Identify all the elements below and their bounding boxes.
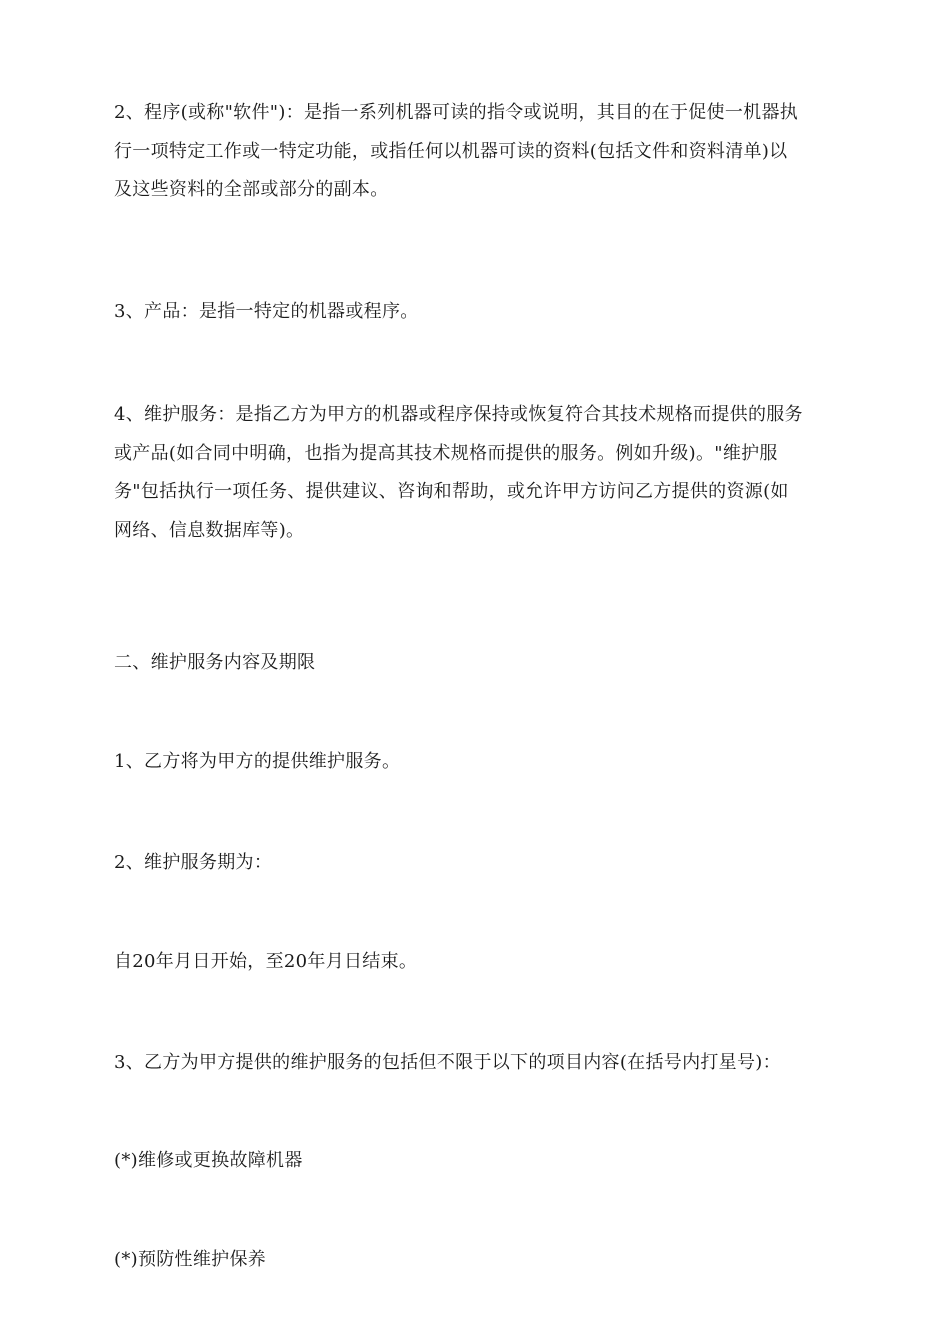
text-line: 3、乙方为甲方提供的维护服务的包括但不限于以下的项目内容(在括号内打星号)：	[114, 1052, 781, 1073]
text-line: 2、程序(或称"软件")：是指一系列机器可读的指令或说明，其目的在于促使一机器执	[114, 102, 799, 123]
text-line: 自20年月日开始，至20年月日结束。	[114, 951, 418, 972]
paragraph-item-2	[114, 844, 840, 883]
paragraph-definition-program	[114, 94, 840, 210]
text-line: 2、维护服务期为：	[114, 852, 273, 873]
text-line: (*)预防性维护保养	[114, 1249, 267, 1270]
text-line: 务"包括执行一项任务、提供建议、咨询和帮助，或允许甲方访问乙方提供的资源(如	[114, 481, 789, 502]
text-line: 网络、信息数据库等)。	[114, 519, 305, 541]
text-line: (*)维修或更换故障机器	[114, 1150, 303, 1171]
section-heading	[114, 644, 840, 683]
list-item-preventive-maintenance	[114, 1241, 840, 1280]
text-line: 行一项特定工作或一特定功能，或指任何以机器可读的资料(包括文件和资料清单)以	[114, 140, 788, 162]
paragraph-item-3	[114, 1044, 840, 1083]
text-line: 4、维护服务：是指乙方为甲方的机器或程序保持或恢复符合其技术规格而提供的服务	[114, 404, 803, 425]
text-line: 及这些资料的全部或部分的副本。	[114, 179, 389, 200]
paragraph-item-1	[114, 743, 840, 782]
paragraph-definition-maintenance-service	[114, 396, 840, 550]
paragraph-definition-product	[114, 293, 840, 332]
list-item-repair	[114, 1142, 840, 1181]
text-line: 3、产品：是指一特定的机器或程序。	[114, 301, 419, 322]
text-line: 1、乙方将为甲方的提供维护服务。	[114, 751, 401, 772]
text-line: 或产品(如合同中明确，也指为提高其技术规格而提供的服务。例如升级)。"维护服	[114, 442, 778, 464]
text-line: 二、维护服务内容及期限	[114, 652, 316, 673]
paragraph-service-period	[114, 943, 840, 982]
